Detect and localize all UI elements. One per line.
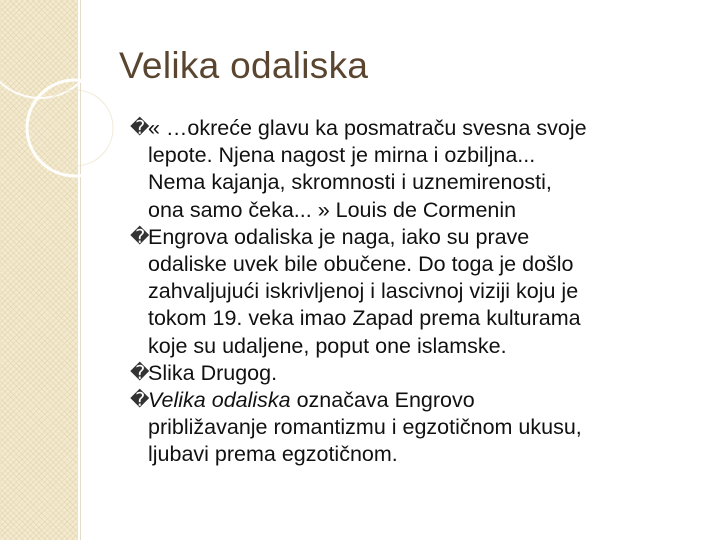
bullet-line: ona samo čeka... » Louis de Cormenin: [148, 197, 517, 222]
bullet-marker-icon: �: [130, 361, 150, 384]
bullet-marker-icon: �: [130, 225, 150, 248]
artwork-title-italic: Velika odaliska: [148, 388, 291, 413]
bullet-line-rest: označava Engrovo: [290, 388, 475, 413]
bullet-marker-icon: �: [130, 117, 150, 139]
bullet-item: [128, 387, 708, 469]
bullet-line: « …okreće glavu ka posmatraču svesna svoje: [148, 116, 587, 140]
bullet-list: [128, 115, 708, 469]
bullet-line: približavanje romantizmu i egzotičnom ukusu,: [148, 415, 582, 440]
bullet-line: Slika Drugog.: [148, 360, 278, 385]
bullet-line: tokom 19. veka imao Zapad prema kulturama: [148, 306, 581, 331]
bullet-line: zahvaljujući iskrivljenoj i lascivnoj viziji koju je: [148, 279, 579, 304]
slide-title: Velika odaliska: [119, 45, 369, 86]
bullet-item: [128, 360, 708, 387]
bullet-line: Nema kajanja, skromnosti i uznemirenosti,: [148, 170, 552, 195]
bullet-item: [128, 224, 708, 360]
bullet-line: odaliske uvek bile obučene. Do toga je došlo: [148, 252, 574, 277]
bullet-line: [148, 387, 708, 414]
decorative-circles: [0, 0, 140, 220]
bullet-line: Engrova odaliska je naga, iako su prave: [148, 224, 530, 249]
bullet-item: [128, 115, 708, 224]
bullet-line: lepote. Njena nagost je mirna i ozbiljna...: [148, 143, 536, 168]
bullet-line: koje su udaljene, poput one islamske.: [148, 333, 507, 358]
bullet-marker-icon: �: [130, 389, 150, 412]
bullet-line: ljubavi prema egzotičnom.: [148, 442, 398, 467]
